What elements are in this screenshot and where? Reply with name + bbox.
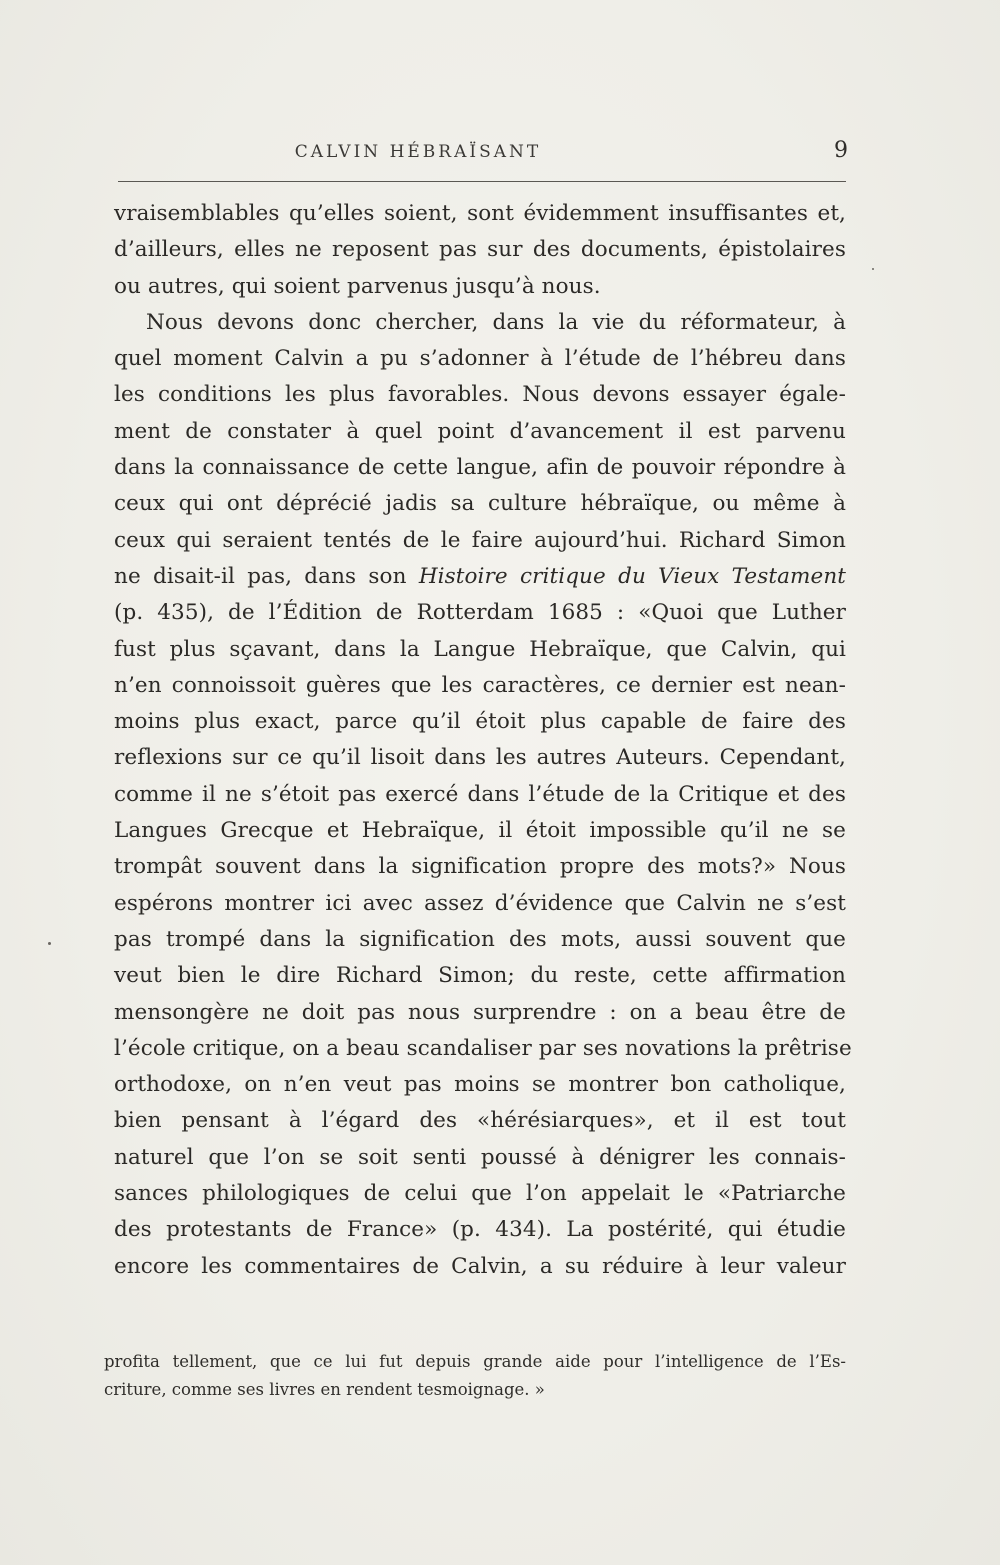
- footnote-line: profita tellement, que ce lui fut depuis grande aide pour l’intelligence de l’Es-: [104, 1352, 846, 1371]
- text-line: fust plus sçavant, dans la Langue Hebraïque, que Calvin, qui: [114, 636, 846, 662]
- italic-book-title: Histoire critique du Vieux Testament: [418, 563, 846, 589]
- footnote: [104, 1348, 846, 1404]
- text-line: naturel que l’on se soit senti poussé à dénigrer les connais-: [114, 1144, 846, 1170]
- text-line: bien pensant à l’égard des «hérésiarques», et il est tout: [114, 1108, 846, 1134]
- text-line: d’ailleurs, elles ne reposent pas sur des documents, épistolaires: [114, 237, 846, 263]
- text-line: l’école critique, on a beau scandaliser par ses novations la prêtrise: [114, 1035, 852, 1061]
- text-line: n’en connoissoit guères que les caractères, ce dernier est nean-: [114, 672, 846, 698]
- text-line: sances philologiques de celui que l’on appelait le «Patriarche: [114, 1181, 846, 1207]
- running-title: CALVIN HÉBRAÏSANT: [294, 142, 542, 162]
- header-rule: [118, 181, 846, 182]
- text-line: quel moment Calvin a pu s’adonner à l’étude de l’hébreu dans: [114, 346, 846, 372]
- running-header: [118, 136, 848, 166]
- text-line: pas trompé dans la signification des mots, aussi souvent que: [114, 926, 846, 952]
- text-segment: ne disait-il pas, dans son: [114, 563, 407, 589]
- footnote-line: criture, comme ses livres en rendent tesmoignage. »: [104, 1380, 545, 1399]
- text-line: Nous devons donc chercher, dans la vie du réformateur, à: [146, 309, 846, 335]
- text-line: dans la connaissance de cette langue, afin de pouvoir répondre à: [114, 455, 846, 481]
- text-line: comme il ne s’étoit pas exercé dans l’étude de la Critique et des: [114, 781, 846, 807]
- text-line: des protestants de France» (p. 434). La postérité, qui étudie: [114, 1217, 846, 1243]
- text-line: moins plus exact, parce qu’il étoit plus capable de faire des: [114, 709, 846, 735]
- text-line: (p. 435), de l’Édition de Rotterdam 1685 : «Quoi que Luther: [114, 600, 846, 626]
- text-line: les conditions les plus favorables. Nous devons essayer égale-: [114, 382, 846, 408]
- text-line: espérons montrer ici avec assez d’évidence que Calvin ne s’est: [114, 890, 846, 916]
- text-line: reflexions sur ce qu’il lisoit dans les autres Auteurs. Cependant,: [114, 745, 846, 771]
- text-line: vraisemblables qu’elles soient, sont évidemment insuffisantes et,: [114, 201, 846, 226]
- paper-speck: [872, 268, 874, 270]
- text-line: Langues Grecque et Hebraïque, il étoit impossible qu’il ne se: [114, 818, 846, 844]
- text-line: veut bien le dire Richard Simon; du reste, cette affirmation: [114, 963, 846, 989]
- paper-speck: [48, 942, 51, 945]
- text-line: mensongère ne doit pas nous surprendre : on a beau être de: [114, 999, 846, 1025]
- text-line: orthodoxe, on n’en veut pas moins se montrer bon catholique,: [114, 1072, 846, 1098]
- text-line: ceux qui seraient tentés de le faire aujourd’hui. Richard Simon: [114, 527, 846, 553]
- text-line: ceux qui ont déprécié jadis sa culture hébraïque, ou même à: [114, 491, 846, 517]
- text-line: trompât souvent dans la signification propre des mots?» Nous: [114, 854, 846, 880]
- text-line: encore les commentaires de Calvin, a su réduire à leur valeur: [114, 1253, 846, 1279]
- text-line: ou autres, qui soient parvenus jusqu’à nous.: [114, 273, 601, 299]
- text-line: ment de constater à quel point d’avancement il est parvenu: [114, 418, 846, 444]
- main-text: [114, 196, 852, 1285]
- text-line-with-title: [114, 559, 846, 595]
- page-number: 9: [834, 138, 848, 163]
